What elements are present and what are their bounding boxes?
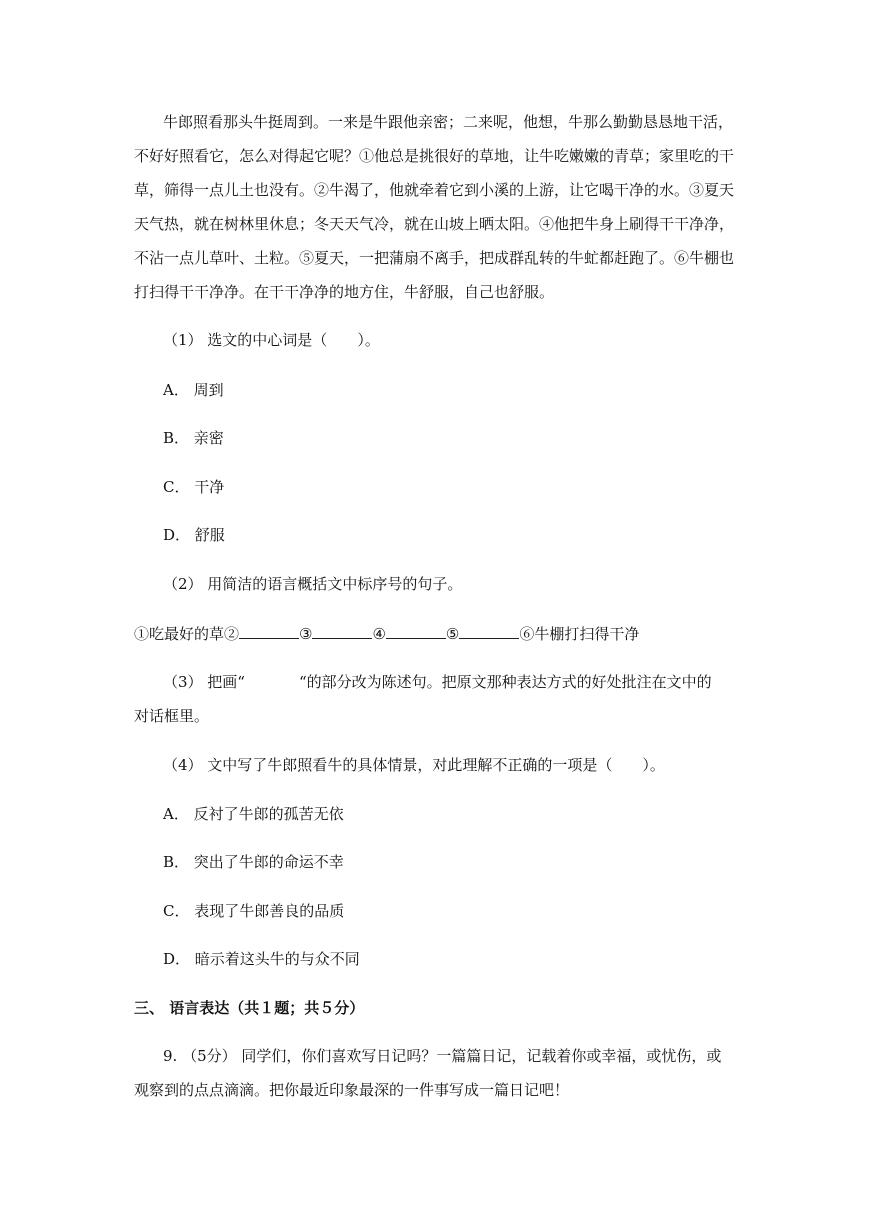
- passage-line-1: 牛郎照看那头牛挺周到。一来是牛跟他亲密；二来呢，他想，牛那么勤勤恳恳地干活，: [163, 113, 734, 131]
- q2-blank-4[interactable]: [386, 624, 446, 639]
- passage-line-4: 天气热，就在树林里休息；冬天天气冷，就在山坡上晒太阳。④他把牛身上刷得干干净净，: [134, 215, 735, 233]
- passage-line-6: 打扫得干干净净。在干干净净的地方住，牛舒服，自己也舒服。: [134, 283, 555, 301]
- q2-blank-5[interactable]: [459, 624, 519, 639]
- q2-part-5: ⑥牛棚打扫得干净: [519, 625, 640, 643]
- q2-part-2: ③: [299, 625, 313, 643]
- question-1-stem: （1） 选文的中心词是（ ）。: [163, 331, 380, 349]
- question-4-stem: （4） 文中写了牛郎照看牛的具体情景，对此理解不正确的一项是（ ）。: [163, 756, 665, 774]
- q2-blank-3[interactable]: [312, 624, 372, 639]
- q2-part-4: ⑤: [445, 625, 460, 643]
- question-3-line-1: [163, 672, 712, 692]
- question-9-line-2: 观察到的点点滴滴。把你最近印象最深的一件事写成一篇日记吧！: [134, 1081, 570, 1099]
- q3-text-b: “的部分改为陈述句。把原文那种表达方式的好处批注在文中的: [298, 673, 712, 691]
- question-2-answer-line: [134, 624, 639, 644]
- passage-line-5: 不沾一点儿草叶、土粒。⑤夏天，一把蒲扇不离手，把成群乱转的牛虻都赶跑了。⑥牛棚也: [134, 249, 735, 267]
- question-4-option-a[interactable]: A． 反衬了牛郎的孤苦无依: [163, 805, 344, 823]
- question-2-stem: （2） 用简洁的语言概括文中标序号的句子。: [163, 575, 463, 593]
- q2-part-1: ①吃最好的草②: [134, 625, 240, 643]
- question-9-line-1: 9. （5分） 同学们，你们喜欢写日记吗？一篇篇日记，记载着你或幸福，或忧伤，或: [163, 1047, 722, 1065]
- question-4-option-b[interactable]: B． 突出了牛郎的命运不幸: [163, 853, 344, 871]
- q2-part-3: ④: [372, 625, 386, 643]
- q3-text-a: （3） 把画“: [163, 673, 245, 691]
- section-3-heading: 三、 语言表达（共１题；共５分）: [134, 999, 365, 1017]
- passage-line-3: 草，筛得一点儿土也没有。②牛渴了，他就牵着它到小溪的上游，让它喝干净的水。③夏天: [134, 181, 735, 199]
- question-1-option-d[interactable]: D． 舒服: [163, 526, 225, 544]
- question-4-option-d[interactable]: D． 暗示着这头牛的与众不同: [163, 950, 360, 968]
- q2-blank-2[interactable]: [239, 624, 299, 639]
- passage-line-2: 不好好照看它，怎么对得起它呢？①他总是挑很好的草地，让牛吃嫩嫩的青草；家里吃的干: [134, 147, 735, 165]
- question-1-option-b[interactable]: B． 亲密: [163, 429, 224, 447]
- question-4-option-c[interactable]: C． 表现了牛郎善良的品质: [163, 902, 345, 920]
- question-1-option-c[interactable]: C． 干净: [163, 478, 225, 496]
- question-1-option-a[interactable]: A． 周到: [163, 381, 224, 399]
- question-3-line-2: 对话框里。: [134, 707, 210, 725]
